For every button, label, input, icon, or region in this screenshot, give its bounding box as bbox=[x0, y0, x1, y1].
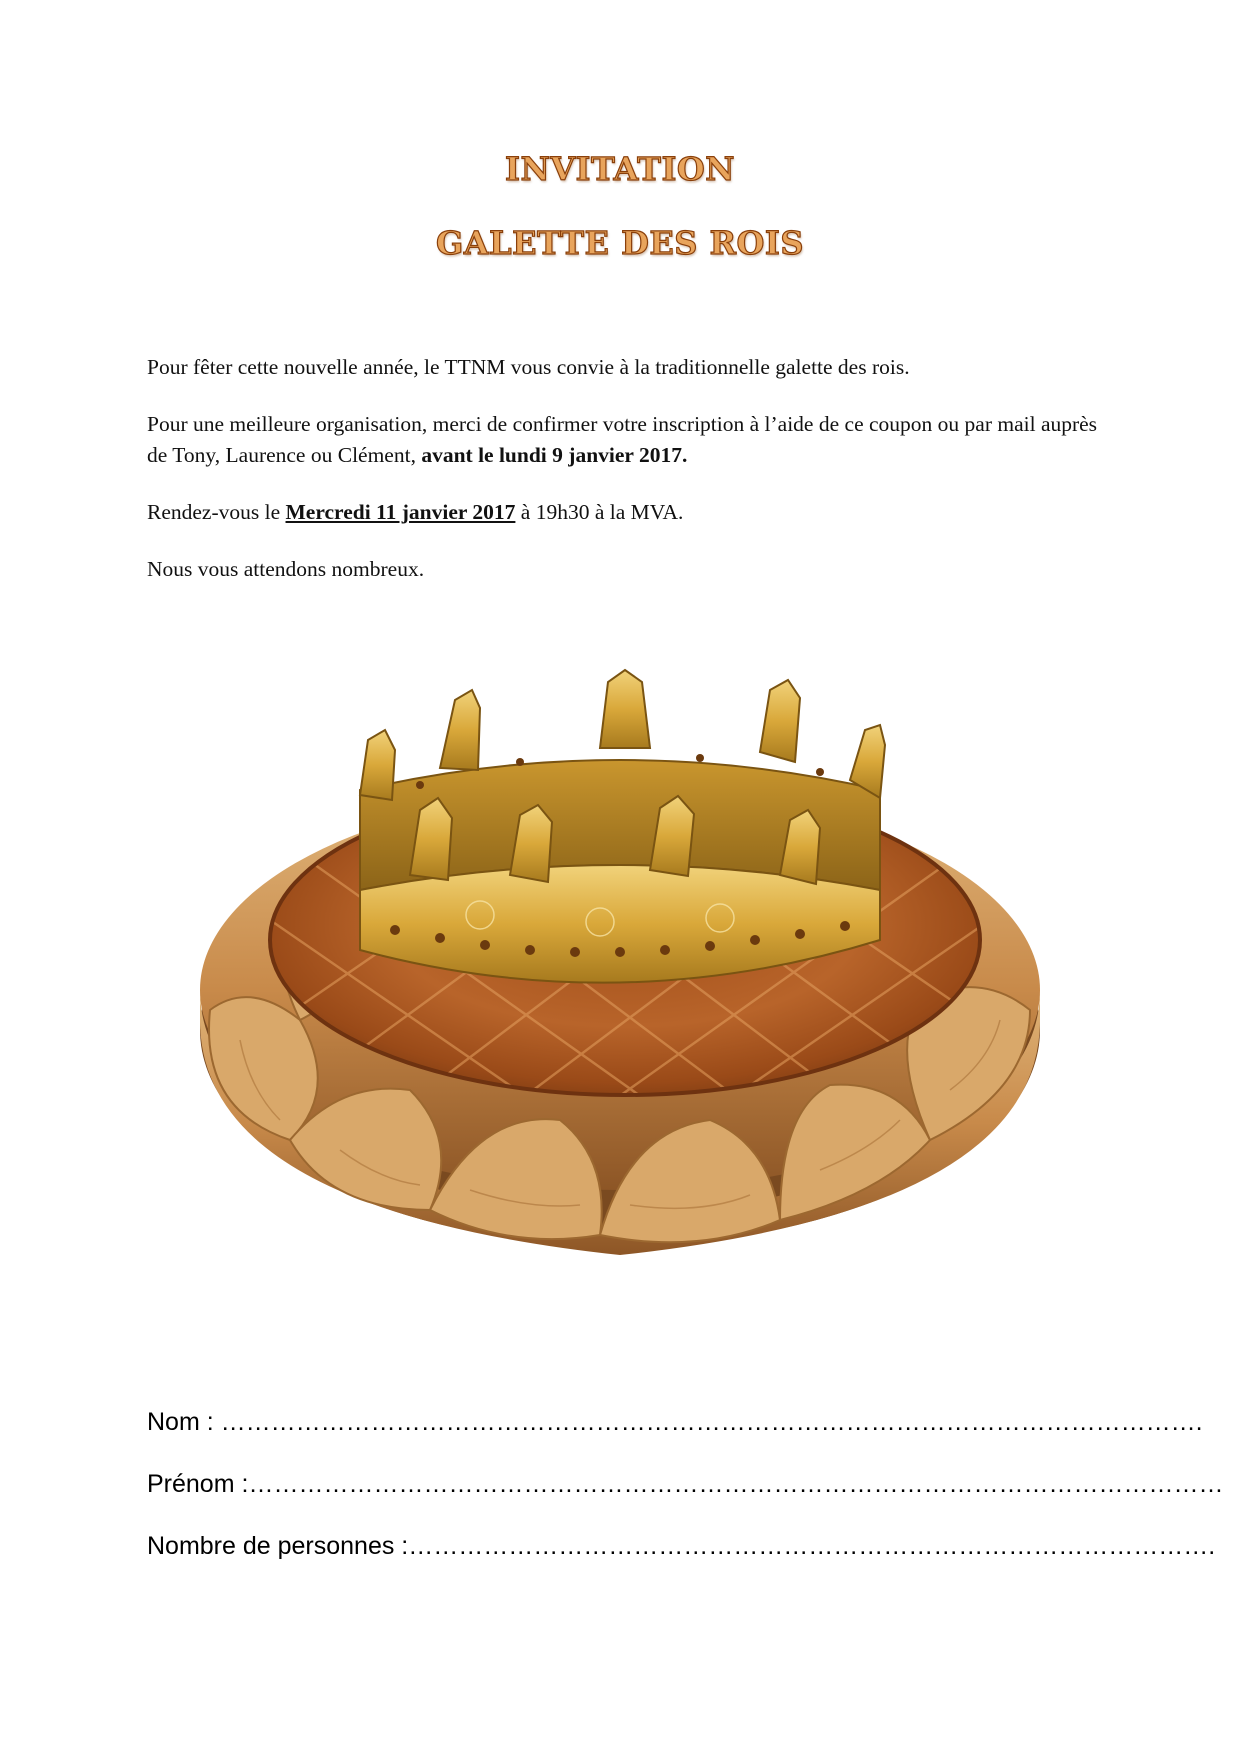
intro-paragraph bbox=[147, 352, 1107, 383]
registration-paragraph bbox=[147, 409, 1107, 471]
intro-text: Pour fêter cette nouvelle année, le TTNM vous convie à la traditionnelle galette des rois. bbox=[147, 355, 910, 379]
nombre-personnes-input-line[interactable]: ……………………………………………………………………………………. bbox=[408, 1532, 1216, 1560]
form-field-nom[interactable] bbox=[147, 1405, 1203, 1439]
appointment-date: Mercredi 11 janvier 2017 bbox=[285, 500, 516, 524]
appointment-suffix: à 19h30 à la MVA. bbox=[515, 500, 684, 524]
appointment-paragraph bbox=[147, 497, 1107, 528]
nom-label: Nom : bbox=[147, 1408, 221, 1436]
prenom-label: Prénom : bbox=[147, 1470, 249, 1498]
galette-with-crown-image bbox=[180, 690, 1060, 1290]
title-galette-des-rois: GALETTE DES ROIS bbox=[436, 224, 804, 262]
nom-input-line[interactable]: ………………………………………………………………………………………………………. bbox=[220, 1408, 1203, 1436]
closing-paragraph bbox=[147, 554, 1107, 585]
nombre-personnes-label: Nombre de personnes : bbox=[147, 1532, 409, 1560]
closing-text: Nous vous attendons nombreux. bbox=[147, 557, 425, 581]
form-field-nombre-personnes[interactable] bbox=[147, 1529, 1216, 1563]
form-field-prenom[interactable] bbox=[147, 1467, 1224, 1501]
appointment-prefix: Rendez-vous le bbox=[147, 500, 286, 524]
prenom-input-line[interactable]: ……………………………………………………………………………………………………… bbox=[248, 1470, 1224, 1498]
title-invitation: INVITATION bbox=[504, 150, 736, 188]
registration-text: Pour une meilleure organisation, merci de confirmer votre inscription à l’aide de ce coupon ou par mail auprès de Tony, Laurence ou Clément, bbox=[147, 412, 1098, 467]
registration-deadline: avant le lundi 9 janvier 2017. bbox=[421, 443, 688, 467]
